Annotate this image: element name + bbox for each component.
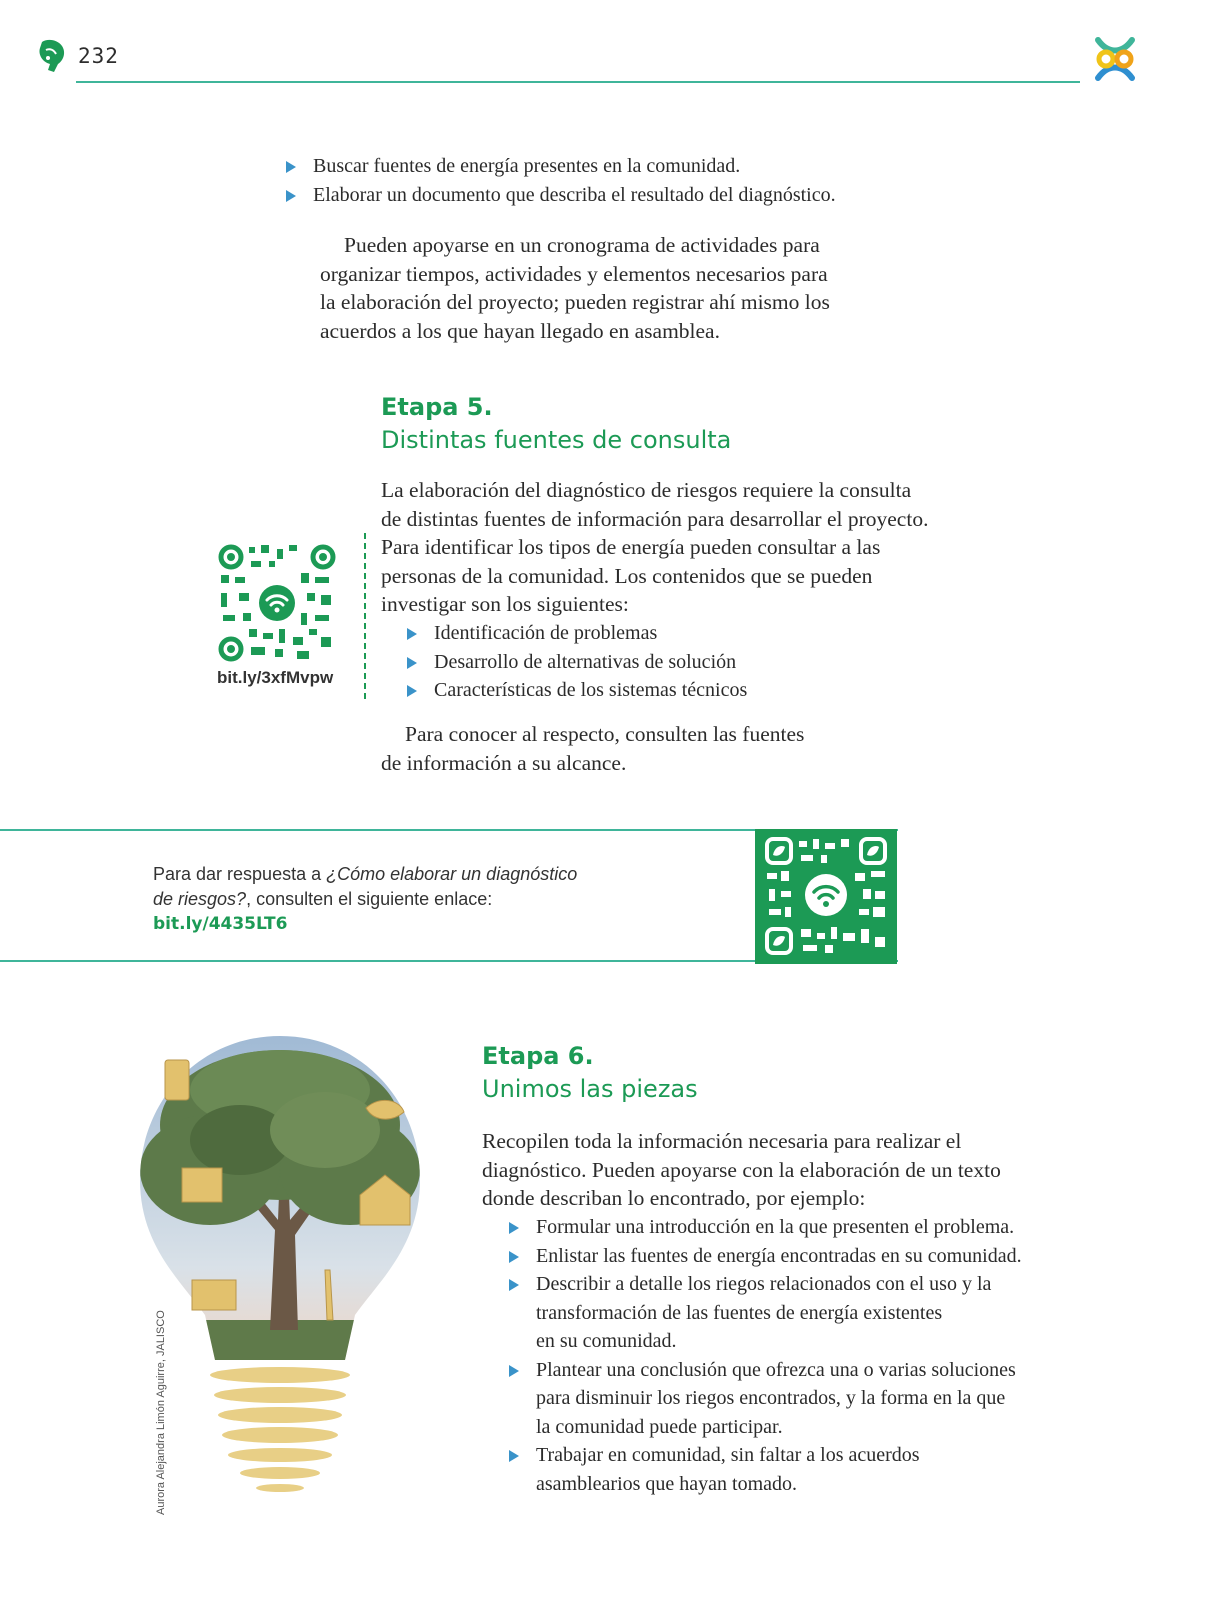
bullet-triangle-icon — [509, 1365, 519, 1377]
bullet-triangle-icon — [407, 628, 417, 640]
qr-code-icon[interactable] — [217, 543, 337, 663]
etapa5-paragraph: La elaboración del diagnóstico de riesgos requiere la consulta de distintas fuentes de información para desarrollar el proyecto. Para identificar los tipos de energía pueden consultar a las personas de la comunidad. Los contenidos que se pueden investigar son los siguientes: — [381, 478, 929, 617]
bullet-triangle-icon — [407, 685, 417, 697]
qr-divider — [364, 533, 366, 699]
etapa5-heading — [381, 391, 731, 457]
bullet-triangle-icon — [509, 1222, 519, 1234]
intro-paragraph: Pueden apoyarse en un cronograma de actividades para organizar tiempos, actividades y elementos necesarios para la elaboración del proyecto; pueden registrar ahí mismo los acuerdos a los que hayan llegado en asamblea. — [320, 233, 830, 343]
list-item: Describir a detalle los riegos relacionados con el uso y la transformación de las fuentes de energía existentes en su comunidad. — [507, 1270, 1107, 1356]
etapa6-bullet-list — [507, 1213, 1107, 1498]
list-item: Características de los sistemas técnicos — [405, 676, 925, 705]
intro-bullet-list — [284, 152, 924, 209]
etapa5-bullet-list — [405, 619, 925, 705]
qr-link-text[interactable]: bit.ly/3xfMvpw — [217, 668, 334, 687]
callout-link[interactable]: bit.ly/4435LT6 — [153, 914, 288, 934]
list-item: Elaborar un documento que describa el resultado del diagnóstico. — [284, 181, 924, 210]
list-item: Enlistar las fuentes de energía encontradas en su comunidad. — [507, 1242, 1107, 1271]
etapa6-heading — [482, 1040, 698, 1106]
bullet-triangle-icon — [286, 161, 296, 173]
list-item: Formular una introducción en la que presenten el problema. — [507, 1213, 1107, 1242]
header-rule — [76, 81, 1080, 83]
etapa6-number: Etapa 6. — [482, 1042, 594, 1070]
list-item: Plantear una conclusión que ofrezca una o varias soluciones para disminuir los riegos encontrados, y la forma en la que la comunidad puede participar. — [507, 1356, 1107, 1442]
illustration-credit: Aurora Alejandra Limón Aguirre, JALISCO — [155, 1310, 167, 1515]
bullet-triangle-icon — [509, 1279, 519, 1291]
link-callout-text: Para dar respuesta a ¿Cómo elaborar un diagnóstico de riesgos?, consulten el siguiente enlace: bit.ly/4435LT6 — [153, 862, 633, 937]
page-number: 232 — [78, 44, 119, 68]
list-item: Identificación de problemas — [405, 619, 925, 648]
etapa6-paragraph: Recopilen toda la información necesaria para realizar el diagnóstico. Pueden apoyarse con la elaboración de un texto donde describan lo encontrado, por ejemplo: — [482, 1129, 1001, 1211]
list-item: Desarrollo de alternativas de solución — [405, 648, 925, 677]
bullet-triangle-icon — [509, 1251, 519, 1263]
etapa5-title: Distintas fuentes de consulta — [381, 426, 732, 454]
brand-logo-icon — [1090, 34, 1140, 89]
etapa6-title: Unimos las piezas — [482, 1075, 698, 1103]
list-item: Trabajar en comunidad, sin faltar a los acuerdos asamblearios que hayan tomado. — [507, 1441, 1107, 1498]
bullet-triangle-icon — [509, 1450, 519, 1462]
etapa5-closing: Para conocer al respecto, consulten las fuentes de información a su alcance. — [381, 722, 805, 775]
list-item: Buscar fuentes de energía presentes en la comunidad. — [284, 152, 924, 181]
bullet-triangle-icon — [407, 657, 417, 669]
etapa5-number: Etapa 5. — [381, 393, 493, 421]
qr-code-2-icon[interactable] — [755, 829, 897, 964]
book-logo-icon — [36, 38, 68, 79]
bullet-triangle-icon — [286, 190, 296, 202]
lightbulb-tree-illustration — [130, 1030, 430, 1505]
